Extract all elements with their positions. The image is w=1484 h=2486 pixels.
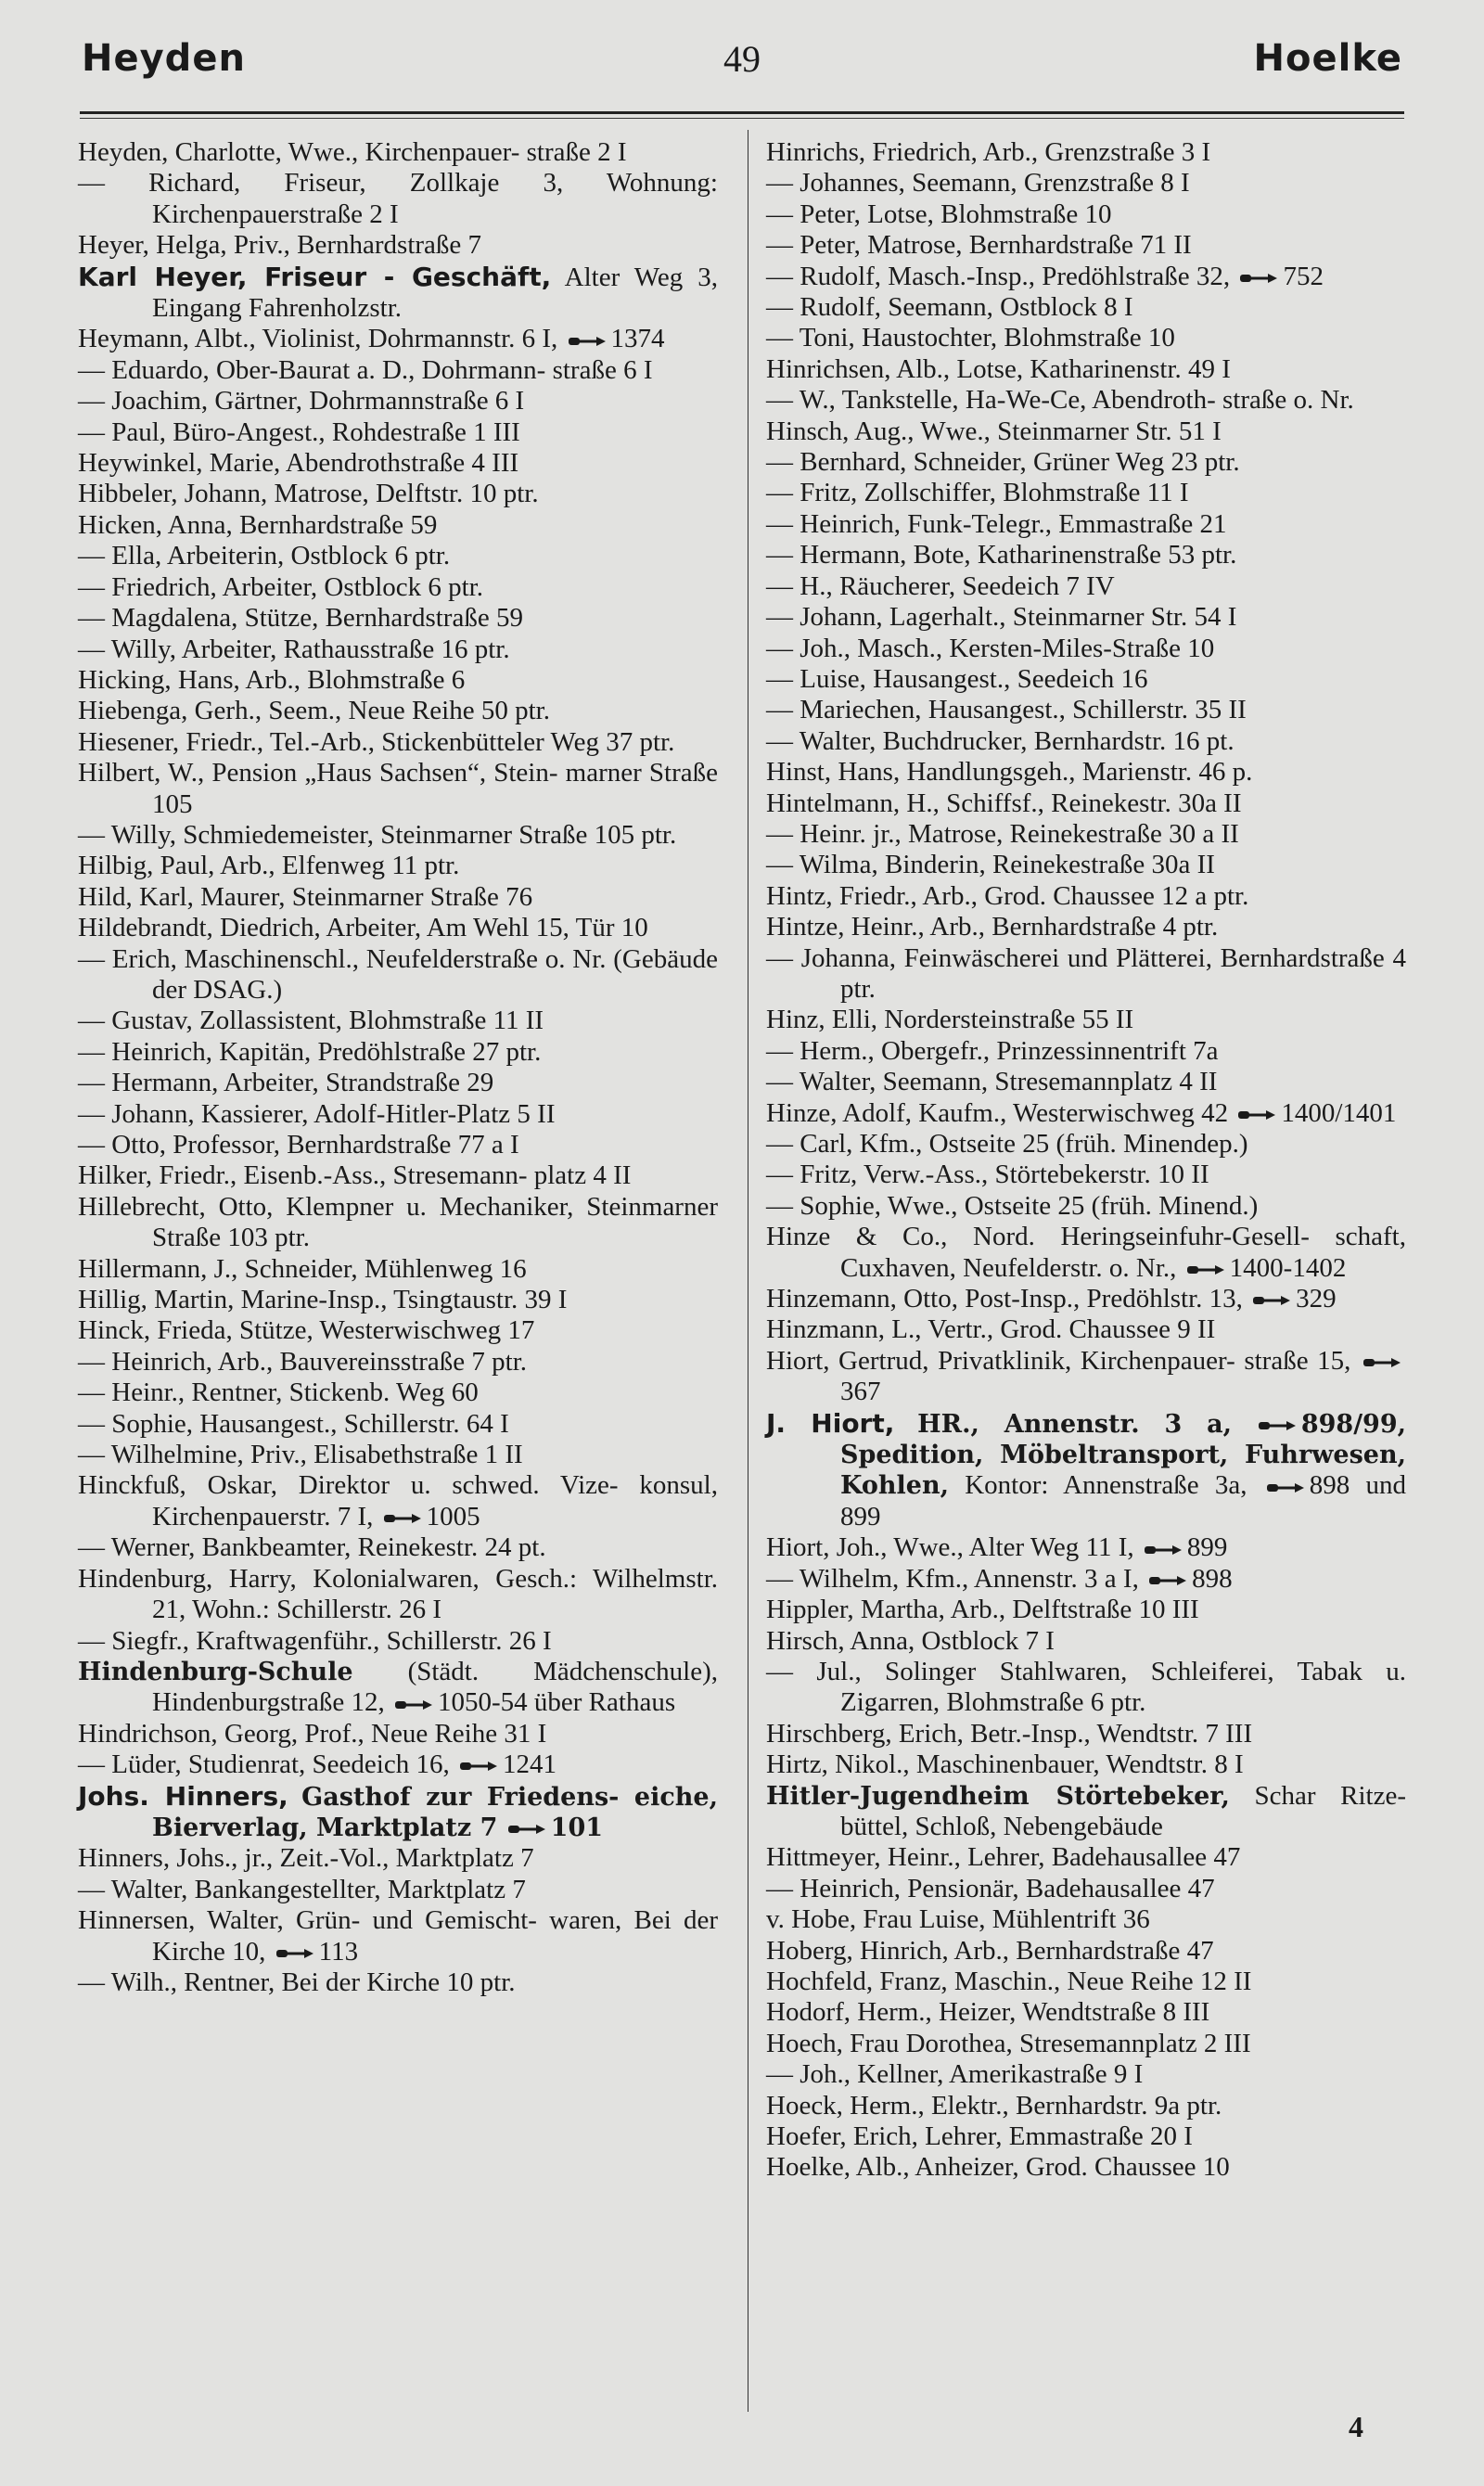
entry-text: Heyer, Helga, Priv., Bernhardstraße 7 [78, 230, 482, 261]
entry-text: Hoberg, Hinrich, Arb., Bernhardstraße 47 [766, 1935, 1214, 1966]
right-column [766, 137, 1406, 2184]
directory-entry [766, 385, 1406, 416]
entry-text: — Paul, Büro-Angest., Rohdestraße 1 III [78, 416, 520, 447]
entry-text: — Johanna, Feinwäscherei und Plätterei, Bernhardstraße 4 ptr. [766, 942, 1406, 1004]
directory-entry [78, 137, 718, 168]
entry-text: 898 [1192, 1563, 1233, 1594]
entry-text: — Fritz, Verw.-Ass., Störtebekerstr. 10 II [766, 1160, 1209, 1190]
entry-text: Hintz, Friedr., Arb., Grod. Chaussee 12 a ptr. [766, 880, 1249, 911]
directory-entry [766, 447, 1406, 478]
directory-entry [78, 572, 718, 603]
directory-entry [766, 168, 1406, 199]
telephone-icon [1267, 1481, 1304, 1494]
entry-text: Hirschberg, Erich, Betr.-Insp., Wendtstr. 7 III [766, 1718, 1253, 1749]
entry-text: — Jul., Solinger Stahlwaren, Schleiferei, Tabak u. Zigarren, Blohmstraße 6 ptr. [766, 1656, 1406, 1718]
entry-text: — Otto, Professor, Bernhardstraße 77 a I [78, 1130, 519, 1160]
entry-text: Hinsch, Aug., Wwe., Steinmarner Str. 51 I [766, 416, 1222, 446]
directory-entry [78, 1378, 718, 1408]
entry-text: — Magdalena, Stütze, Bernhardstraße 59 [78, 603, 523, 634]
entry-text: — Hermann, Arbeiter, Strandstraße 29 [78, 1068, 494, 1098]
entry-text: Hibbeler, Johann, Matrose, Delftstr. 10 ptr. [78, 479, 539, 509]
entry-text: Hintze, Heinr., Arb., Bernhardstraße 4 ptr. [766, 912, 1219, 942]
directory-entry [78, 1192, 718, 1254]
entry-text: 1374 [610, 324, 665, 354]
directory-entry [766, 757, 1406, 788]
telephone-icon [460, 1760, 497, 1773]
directory-entry [78, 1037, 718, 1068]
directory-entry [766, 912, 1406, 942]
entry-text [1232, 1409, 1255, 1439]
entry-text [894, 1409, 917, 1439]
directory-entry [766, 1191, 1406, 1222]
entry-text: — Johann, Kassierer, Adolf-Hitler-Platz 5 II [78, 1098, 556, 1129]
entry-bold-text: Hindenburg-Schule [78, 1657, 353, 1686]
entry-text: — Luise, Hausangest., Seedeich 16 [766, 663, 1148, 694]
entry-text: — Wilhelm, Kfm., Annenstr. 3 a I, [766, 1563, 1146, 1594]
directory-entry [766, 943, 1406, 1006]
directory-entry [78, 603, 718, 634]
entry-text: 899 [1186, 1532, 1228, 1563]
entry-text: — Lüder, Studienrat, Seedeich 16, [78, 1749, 456, 1780]
entry-text: — Walter, Bankangestellter, Marktplatz 7 [78, 1874, 526, 1904]
entry-bold-text: Gasthof zur Friedens- eiche, Bierverlag, Marktplatz 7 [152, 1782, 718, 1842]
telephone-icon [276, 1947, 313, 1960]
entry-text: 1400/1401 [1281, 1097, 1397, 1128]
directory-entry [78, 696, 718, 726]
entry-bold-name: Karl Heyer, Friseur - Geschäft, [78, 261, 552, 292]
entry-bold-text: HR., Annenstr. 3 a, [917, 1409, 1233, 1439]
directory-entry [78, 1749, 718, 1780]
entry-text: Hindenburg, Harry, Kolonialwaren, Gesch.: Wilhelmstr. 21, Wohn.: Schillerstr. 26 I [78, 1563, 718, 1625]
directory-entry [766, 1005, 1406, 1035]
page-header [82, 37, 1402, 93]
directory-entry [766, 1904, 1406, 1935]
entry-text: Hindrichson, Georg, Prof., Neue Reihe 31 I [78, 1718, 547, 1749]
directory-entry [78, 1532, 718, 1563]
left-column [78, 137, 718, 1998]
directory-entry [766, 137, 1406, 168]
entry-text: — Wilh., Rentner, Bei der Kirche 10 ptr. [78, 1967, 516, 1997]
entry-text: Hilbert, W., Pension „Haus Sachsen“, Stein- marner Straße 105 [78, 758, 718, 819]
telephone-icon [395, 1698, 432, 1711]
directory-entry [766, 354, 1406, 385]
entry-text: Hinze, Adolf, Kaufm., Westerwischweg 42 [766, 1097, 1235, 1128]
entry-text: — Mariechen, Hausangest., Schillerstr. 35 II [766, 695, 1247, 725]
entry-text: — Walter, Seemann, Stresemannplatz 4 II [766, 1067, 1218, 1097]
entry-text: — Carl, Kfm., Ostseite 25 (früh. Minendep.) [766, 1129, 1248, 1159]
directory-entry [78, 1564, 718, 1626]
entry-text: 752 [1283, 261, 1324, 291]
entry-text: Hicken, Anna, Bernhardstraße 59 [78, 509, 438, 540]
directory-entry [78, 1440, 718, 1470]
directory-entry [766, 1719, 1406, 1749]
entry-bold-text: Hitler-Jugendheim Störtebeker, [766, 1781, 1230, 1811]
entry-text: (Städt. Mädchenschule), Hindenburgstraße 12, [152, 1656, 718, 1718]
directory-entry [78, 758, 718, 820]
telephone-icon [1187, 1263, 1224, 1276]
entry-text: Kontor: Annenstraße 3a, [948, 1470, 1263, 1501]
entry-text: — Toni, Haustochter, Blohmstraße 10 [766, 323, 1175, 353]
entry-bold-text: 898/99, Spedition, Möbeltransport, Fuhrwesen, Kohlen, [840, 1409, 1407, 1501]
entry-text: — Eduardo, Ober-Baurat a. D., Dohrmann- straße 6 I [78, 354, 653, 385]
directory-entry [78, 1254, 718, 1285]
directory-entry [766, 1532, 1406, 1563]
directory-entry [766, 819, 1406, 850]
entry-text: Hirtz, Nikol., Maschinenbauer, Wendtstr. 8 I [766, 1749, 1244, 1780]
telephone-icon [1253, 1294, 1290, 1307]
entry-text [288, 1782, 301, 1812]
entry-text: Alter Weg 3, Eingang Fahrenholzstr. [152, 262, 718, 324]
header-last-name: Hoelke [1253, 37, 1402, 80]
entry-text: Hinckfuß, Oskar, Direktor u. schwed. Vize- konsul, Kirchenpauerstr. 7 I, [78, 1470, 718, 1531]
entry-text: Hilker, Friedr., Eisenb.-Ass., Stresemann- platz 4 II [78, 1160, 632, 1191]
entry-text: — Heinrich, Funk-Telegr., Emmastraße 21 [766, 508, 1227, 539]
directory-entry [78, 1470, 718, 1532]
directory-entry [766, 323, 1406, 353]
entry-text: — Peter, Matrose, Bernhardstraße 71 II [766, 230, 1192, 261]
directory-entry [766, 788, 1406, 819]
directory-entry [78, 1006, 718, 1036]
entry-text: Hinz, Elli, Nordersteinstraße 55 II [766, 1005, 1134, 1035]
directory-entry [766, 634, 1406, 664]
directory-entry [78, 1626, 718, 1657]
directory-entry [766, 1749, 1406, 1780]
entry-text: Hirsch, Anna, Ostblock 7 I [766, 1625, 1055, 1656]
directory-entry [78, 1967, 718, 1998]
directory-entry [766, 1036, 1406, 1067]
entry-text: Hillebrecht, Otto, Klempner u. Mechaniker, Steinmarner Straße 103 ptr. [78, 1191, 718, 1253]
entry-text: Hinst, Hans, Handlungsgeh., Marienstr. 46 p. [766, 757, 1253, 788]
entry-text: — Heinrich, Kapitän, Predöhlstraße 27 ptr. [78, 1036, 542, 1067]
sheet-signature: 4 [1349, 2410, 1363, 2443]
directory-entry [78, 1160, 718, 1191]
entry-bold-name: J. Hiort, [766, 1407, 895, 1439]
directory-entry [78, 851, 718, 881]
entry-text: 1400-1402 [1229, 1252, 1347, 1283]
entry-text: Hild, Karl, Maurer, Steinmarner Straße 76 [78, 881, 533, 912]
entry-text: — Wilma, Binderin, Reinekestraße 30a II [766, 850, 1215, 880]
entry-text: Hoech, Frau Dorothea, Stresemannplatz 2 III [766, 2028, 1251, 2058]
directory-entry [766, 1564, 1406, 1595]
telephone-icon [1363, 1356, 1401, 1369]
entry-text: — W., Tankstelle, Ha-We-Ce, Abendroth- straße o. Nr. [766, 385, 1354, 416]
directory-entry [766, 602, 1406, 633]
entry-text: Hiort, Joh., Wwe., Alter Weg 11 I, [766, 1532, 1141, 1563]
entry-text: Hoeck, Herm., Elektr., Bernhardstr. 9a ptr. [766, 2090, 1222, 2121]
directory-entry [78, 665, 718, 696]
directory-entry [78, 1130, 718, 1160]
directory-entry [766, 1842, 1406, 1873]
entry-text: Hinck, Frieda, Stütze, Westerwischweg 17 [78, 1315, 535, 1346]
entry-text: — Rudolf, Seemann, Ostblock 8 I [766, 292, 1133, 323]
telephone-icon [1238, 1108, 1275, 1121]
directory-entry [766, 1408, 1406, 1533]
directory-entry [78, 1409, 718, 1440]
entry-text: Hittmeyer, Heinr., Lehrer, Badehausallee 47 [766, 1842, 1241, 1873]
directory-entry [78, 1905, 718, 1967]
entry-text: Hinzemann, Otto, Post-Insp., Predöhlstr. 13, [766, 1284, 1250, 1314]
telephone-icon [1259, 1419, 1296, 1432]
directory-entry [78, 913, 718, 943]
directory-entry [78, 510, 718, 541]
entry-text: — Heinrich, Arb., Bauvereinsstraße 7 ptr. [78, 1346, 528, 1377]
entry-text: Hillig, Martin, Marine-Insp., Tsingtaustr. 39 I [78, 1285, 568, 1315]
entry-text: Hiesener, Friedr., Tel.-Arb., Stickenbütteler Weg 37 ptr. [78, 726, 675, 757]
entry-text: Hinners, Johs., jr., Zeit.-Vol., Marktplatz 7 [78, 1843, 534, 1874]
entry-text: — Willy, Schmiedemeister, Steinmarner Straße 105 ptr. [78, 819, 677, 850]
directory-entry [78, 479, 718, 509]
entry-text: — Werner, Bankbeamter, Reinekestr. 24 pt. [78, 1532, 546, 1563]
directory-entry [766, 509, 1406, 540]
entry-text: Hiebenga, Gerh., Seem., Neue Reihe 50 ptr. [78, 696, 550, 726]
directory-entry [766, 2091, 1406, 2121]
directory-entry [766, 478, 1406, 508]
directory-entry [78, 1315, 718, 1346]
directory-entry [766, 1160, 1406, 1190]
entry-text: 329 [1296, 1284, 1337, 1314]
entry-text: Heyden, Charlotte, Wwe., Kirchenpauer- straße 2 I [78, 137, 627, 167]
directory-entry [766, 1067, 1406, 1097]
telephone-icon [569, 335, 606, 348]
directory-entry [78, 417, 718, 448]
directory-entry [78, 1781, 718, 1844]
telephone-icon [384, 1512, 421, 1525]
entry-text: — Johannes, Seemann, Grenzstraße 8 I [766, 168, 1190, 199]
directory-entry [766, 262, 1406, 292]
page-number: 49 [723, 38, 761, 80]
directory-entry [78, 727, 718, 758]
directory-entry [78, 448, 718, 479]
directory-entry [78, 355, 718, 386]
entry-text: v. Hobe, Frau Luise, Mühlentrift 36 [766, 1904, 1150, 1935]
directory-entry [766, 199, 1406, 230]
directory-entry [766, 850, 1406, 880]
telephone-icon [1145, 1544, 1182, 1557]
directory-entry [766, 1098, 1406, 1129]
entry-text: — Friedrich, Arbeiter, Ostblock 6 ptr. [78, 571, 483, 602]
entry-text: 1050-54 über Rathaus [438, 1687, 676, 1718]
entry-bold-text: 101 [550, 1813, 604, 1842]
entry-text [497, 1813, 504, 1842]
telephone-icon [508, 1823, 545, 1836]
directory-entry [766, 416, 1406, 447]
directory-entry [766, 664, 1406, 695]
entry-text: — Heinrich, Pensionär, Badehausallee 47 [766, 1873, 1215, 1903]
directory-entry [78, 1347, 718, 1378]
directory-entry [78, 1719, 718, 1749]
entry-text: — Peter, Lotse, Blohmstraße 10 [766, 199, 1112, 229]
directory-entry [766, 1936, 1406, 1967]
directory-entry [766, 1129, 1406, 1160]
entry-text: 1005 [426, 1501, 480, 1531]
directory-entry [78, 1285, 718, 1315]
entry-text: — Fritz, Zollschiffer, Blohmstraße 11 I [766, 478, 1189, 508]
entry-text: Hildebrandt, Diedrich, Arbeiter, Am Wehl 15, Tür 10 [78, 913, 648, 943]
directory-entry [766, 695, 1406, 725]
directory-entry [766, 230, 1406, 261]
directory-entry [766, 1781, 1406, 1843]
directory-entry [766, 2029, 1406, 2059]
entry-text: — Sophie, Hausangest., Schillerstr. 64 I [78, 1408, 509, 1439]
directory-entry [766, 2059, 1406, 2090]
entry-text: — Bernhard, Schneider, Grüner Weg 23 ptr. [766, 447, 1240, 478]
entry-text: Hoefer, Erich, Lehrer, Emmastraße 20 I [766, 2121, 1193, 2151]
directory-entry [766, 1997, 1406, 2028]
directory-entry [766, 1657, 1406, 1719]
directory-entry [766, 1346, 1406, 1408]
entry-text: — Sophie, Wwe., Ostseite 25 (früh. Minend.) [766, 1190, 1259, 1221]
telephone-icon [1240, 272, 1277, 285]
entry-text: — Joh., Masch., Kersten-Miles-Straße 10 [766, 633, 1215, 663]
entry-text: — Walter, Buchdrucker, Bernhardstr. 16 pt. [766, 725, 1235, 756]
directory-entry [78, 386, 718, 416]
entry-text: 367 [840, 1377, 881, 1407]
entry-text: — Erich, Maschinenschl., Neufelderstraße o. Nr. (Gebäude der DSAG.) [78, 943, 718, 1005]
directory-entry [78, 820, 718, 851]
entry-text: Hinzmann, L., Vertr., Grod. Chaussee 9 II [766, 1314, 1216, 1345]
directory-entry [766, 292, 1406, 323]
directory-entry [766, 1284, 1406, 1314]
directory-entry [78, 262, 718, 325]
directory-entry [766, 1967, 1406, 1997]
entry-text: — Heinr., Rentner, Stickenb. Weg 60 [78, 1378, 479, 1408]
entry-text: Hicking, Hans, Arb., Blohmstraße 6 [78, 664, 466, 695]
entry-text: Hochfeld, Franz, Maschin., Neue Reihe 12 II [766, 1966, 1252, 1996]
directory-entry [766, 1222, 1406, 1284]
entry-text: — Hermann, Bote, Katharinenstraße 53 ptr. [766, 540, 1237, 570]
directory-entry [766, 2152, 1406, 2183]
directory-entry [766, 2121, 1406, 2152]
directory-entry [78, 1843, 718, 1874]
entry-text: Hinrichs, Friedrich, Arb., Grenzstraße 3 I [766, 137, 1211, 167]
entry-text: — Ella, Arbeiterin, Ostblock 6 ptr. [78, 541, 451, 571]
entry-text: — Gustav, Zollassistent, Blohmstraße 11 II [78, 1006, 544, 1036]
header-first-name: Heyden [82, 37, 246, 80]
directory-entry [78, 944, 718, 1006]
entry-text: Hillermann, J., Schneider, Mühlenweg 16 [78, 1253, 527, 1284]
entry-text: — Heinr. jr., Matrose, Reinekestraße 30 a II [766, 818, 1239, 849]
entry-text: 113 [318, 1936, 359, 1967]
directory-entry [78, 1657, 718, 1719]
entry-text: 898 und 899 [840, 1470, 1407, 1531]
directory-entry [766, 1874, 1406, 1904]
directory-entry [78, 634, 718, 665]
directory-entry [78, 1068, 718, 1098]
directory-entry [78, 324, 718, 354]
entry-text: — Joh., Kellner, Amerikastraße 9 I [766, 2059, 1144, 2090]
entry-text: — Willy, Arbeiter, Rathausstraße 16 ptr. [78, 634, 510, 664]
entry-text: Schar Ritze- büttel, Schloß, Nebengebäude [840, 1780, 1406, 1841]
entry-text: Hilbig, Paul, Arb., Elfenweg 11 ptr. [78, 851, 460, 881]
telephone-icon [1149, 1574, 1186, 1587]
directory-entry [766, 1626, 1406, 1657]
directory-entry [78, 541, 718, 571]
header-rule-thin [80, 118, 1404, 119]
entry-text: — Joachim, Gärtner, Dohrmannstraße 6 I [78, 386, 525, 416]
entry-text: — Rudolf, Masch.-Insp., Predöhlstraße 32, [766, 261, 1237, 291]
entry-text: — Herm., Obergefr., Prinzessinnentrift 7a [766, 1035, 1219, 1066]
directory-entry [766, 1314, 1406, 1345]
directory-entry [78, 882, 718, 913]
entry-text: Hodorf, Herm., Heizer, Wendtstraße 8 III [766, 1997, 1210, 2028]
directory-entry [766, 571, 1406, 602]
entry-text: — Richard, Friseur, Zollkaje 3, Wohnung: Kirchenpauerstraße 2 I [78, 168, 718, 229]
entry-text: — H., Räucherer, Seedeich 7 IV [766, 570, 1115, 601]
entry-text: Hinnersen, Walter, Grün- und Gemischt- waren, Bei der Kirche 10, [78, 1905, 718, 1967]
entry-text: — Johann, Lagerhalt., Steinmarner Str. 54 I [766, 602, 1237, 633]
header-rule [80, 111, 1404, 114]
entry-bold-name: Johs. Hinners, [78, 1780, 288, 1812]
directory-entry [78, 168, 718, 230]
entry-text: Hinze & Co., Nord. Heringseinfuhr-Gesell- schaft, Cuxhaven, Neufelderstr. o. Nr., [766, 1222, 1406, 1283]
entry-text: 1241 [502, 1749, 556, 1780]
entry-text: Heywinkel, Marie, Abendrothstraße 4 III [78, 448, 519, 479]
directory-entry [766, 726, 1406, 757]
directory-entry [766, 540, 1406, 570]
entry-text: Hiort, Gertrud, Privatklinik, Kirchenpauer- straße 15, [766, 1345, 1360, 1376]
entry-text: Heymann, Albt., Violinist, Dohrmannstr. 6 I, [78, 324, 565, 354]
directory-entry [78, 230, 718, 261]
directory-entry [78, 1099, 718, 1130]
entry-text: Hippler, Martha, Arb., Delftstraße 10 III [766, 1595, 1199, 1625]
directory-entry [766, 1595, 1406, 1625]
entry-text: Hoelke, Alb., Anheizer, Grod. Chaussee 10 [766, 2152, 1230, 2183]
entry-text: — Wilhelmine, Priv., Elisabethstraße 1 II [78, 1440, 523, 1470]
entry-text: Hinrichsen, Alb., Lotse, Katharinenstr. 49 I [766, 353, 1231, 384]
entry-text: — Siegfr., Kraftwagenführ., Schillerstr. 26 I [78, 1625, 552, 1656]
directory-entry [766, 881, 1406, 912]
directory-entry [78, 1875, 718, 1905]
entry-text: Hintelmann, H., Schiffsf., Reinekestr. 30a II [766, 788, 1242, 818]
